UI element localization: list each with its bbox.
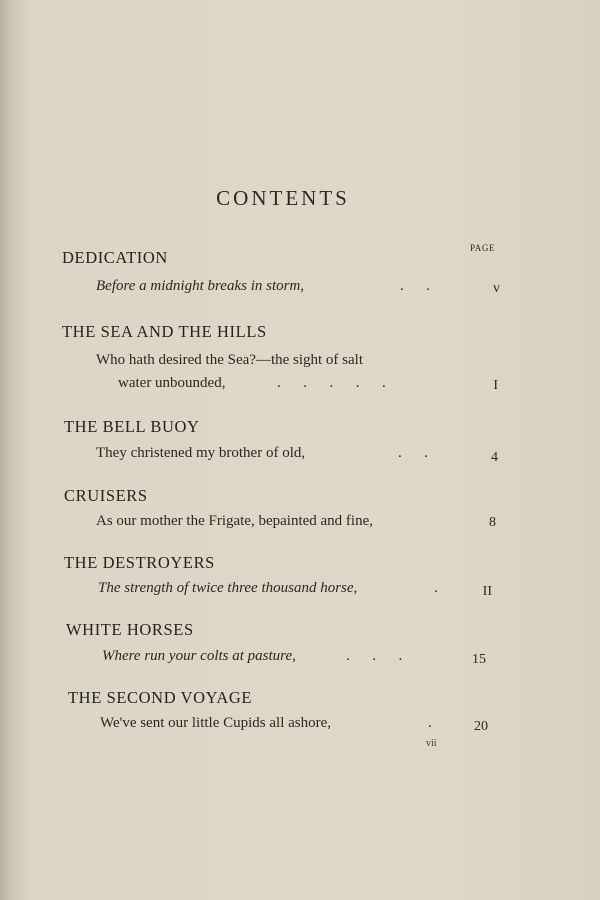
page-number: 8 xyxy=(489,515,496,530)
leader-dots: . xyxy=(434,580,438,596)
entry-heading: THE SECOND VOYAGE xyxy=(68,688,253,707)
entry-heading: THE DESTROYERS xyxy=(64,553,215,572)
entry-heading: THE BELL BUOY xyxy=(64,417,200,436)
leader-dots: . . xyxy=(400,278,430,294)
page-column-label: PAGE xyxy=(470,243,496,253)
entry-first-line: Before a midnight breaks in storm, xyxy=(96,278,305,294)
entry-first-line: Where run your colts at pasture, xyxy=(102,648,296,664)
page-number: 20 xyxy=(474,719,488,734)
leader-dots: . . xyxy=(398,445,428,461)
page-number: I xyxy=(493,378,498,393)
entry-first-line: As our mother the Frigate, bepainted and fine, xyxy=(96,513,374,529)
page-number: II xyxy=(482,584,492,599)
entry-heading: THE SEA AND THE HILLS xyxy=(62,322,267,341)
page-number: 4 xyxy=(491,450,498,465)
entry-first-line: Who hath desired the Sea?—the sight of salt xyxy=(96,352,364,368)
leader-dots: . . . . . xyxy=(277,375,386,391)
page-title: CONTENTS xyxy=(216,186,350,210)
entry-second-line: water unbounded, xyxy=(118,375,226,391)
leader-dots: . xyxy=(428,715,432,731)
folio-number: vii xyxy=(426,738,437,749)
entry-first-line: The strength of twice three thousand horse, xyxy=(98,580,358,596)
entry-first-line: We've sent our little Cupids all ashore, xyxy=(100,715,332,731)
entry-heading: DEDICATION xyxy=(62,248,168,267)
entry-heading: CRUISERS xyxy=(64,486,148,505)
entry-first-line: They christened my brother of old, xyxy=(96,445,306,461)
leader-dots: . . . xyxy=(346,648,403,664)
entry-heading: WHITE HORSES xyxy=(66,620,194,639)
page-number: v xyxy=(493,281,500,296)
page-number: 15 xyxy=(472,652,486,667)
